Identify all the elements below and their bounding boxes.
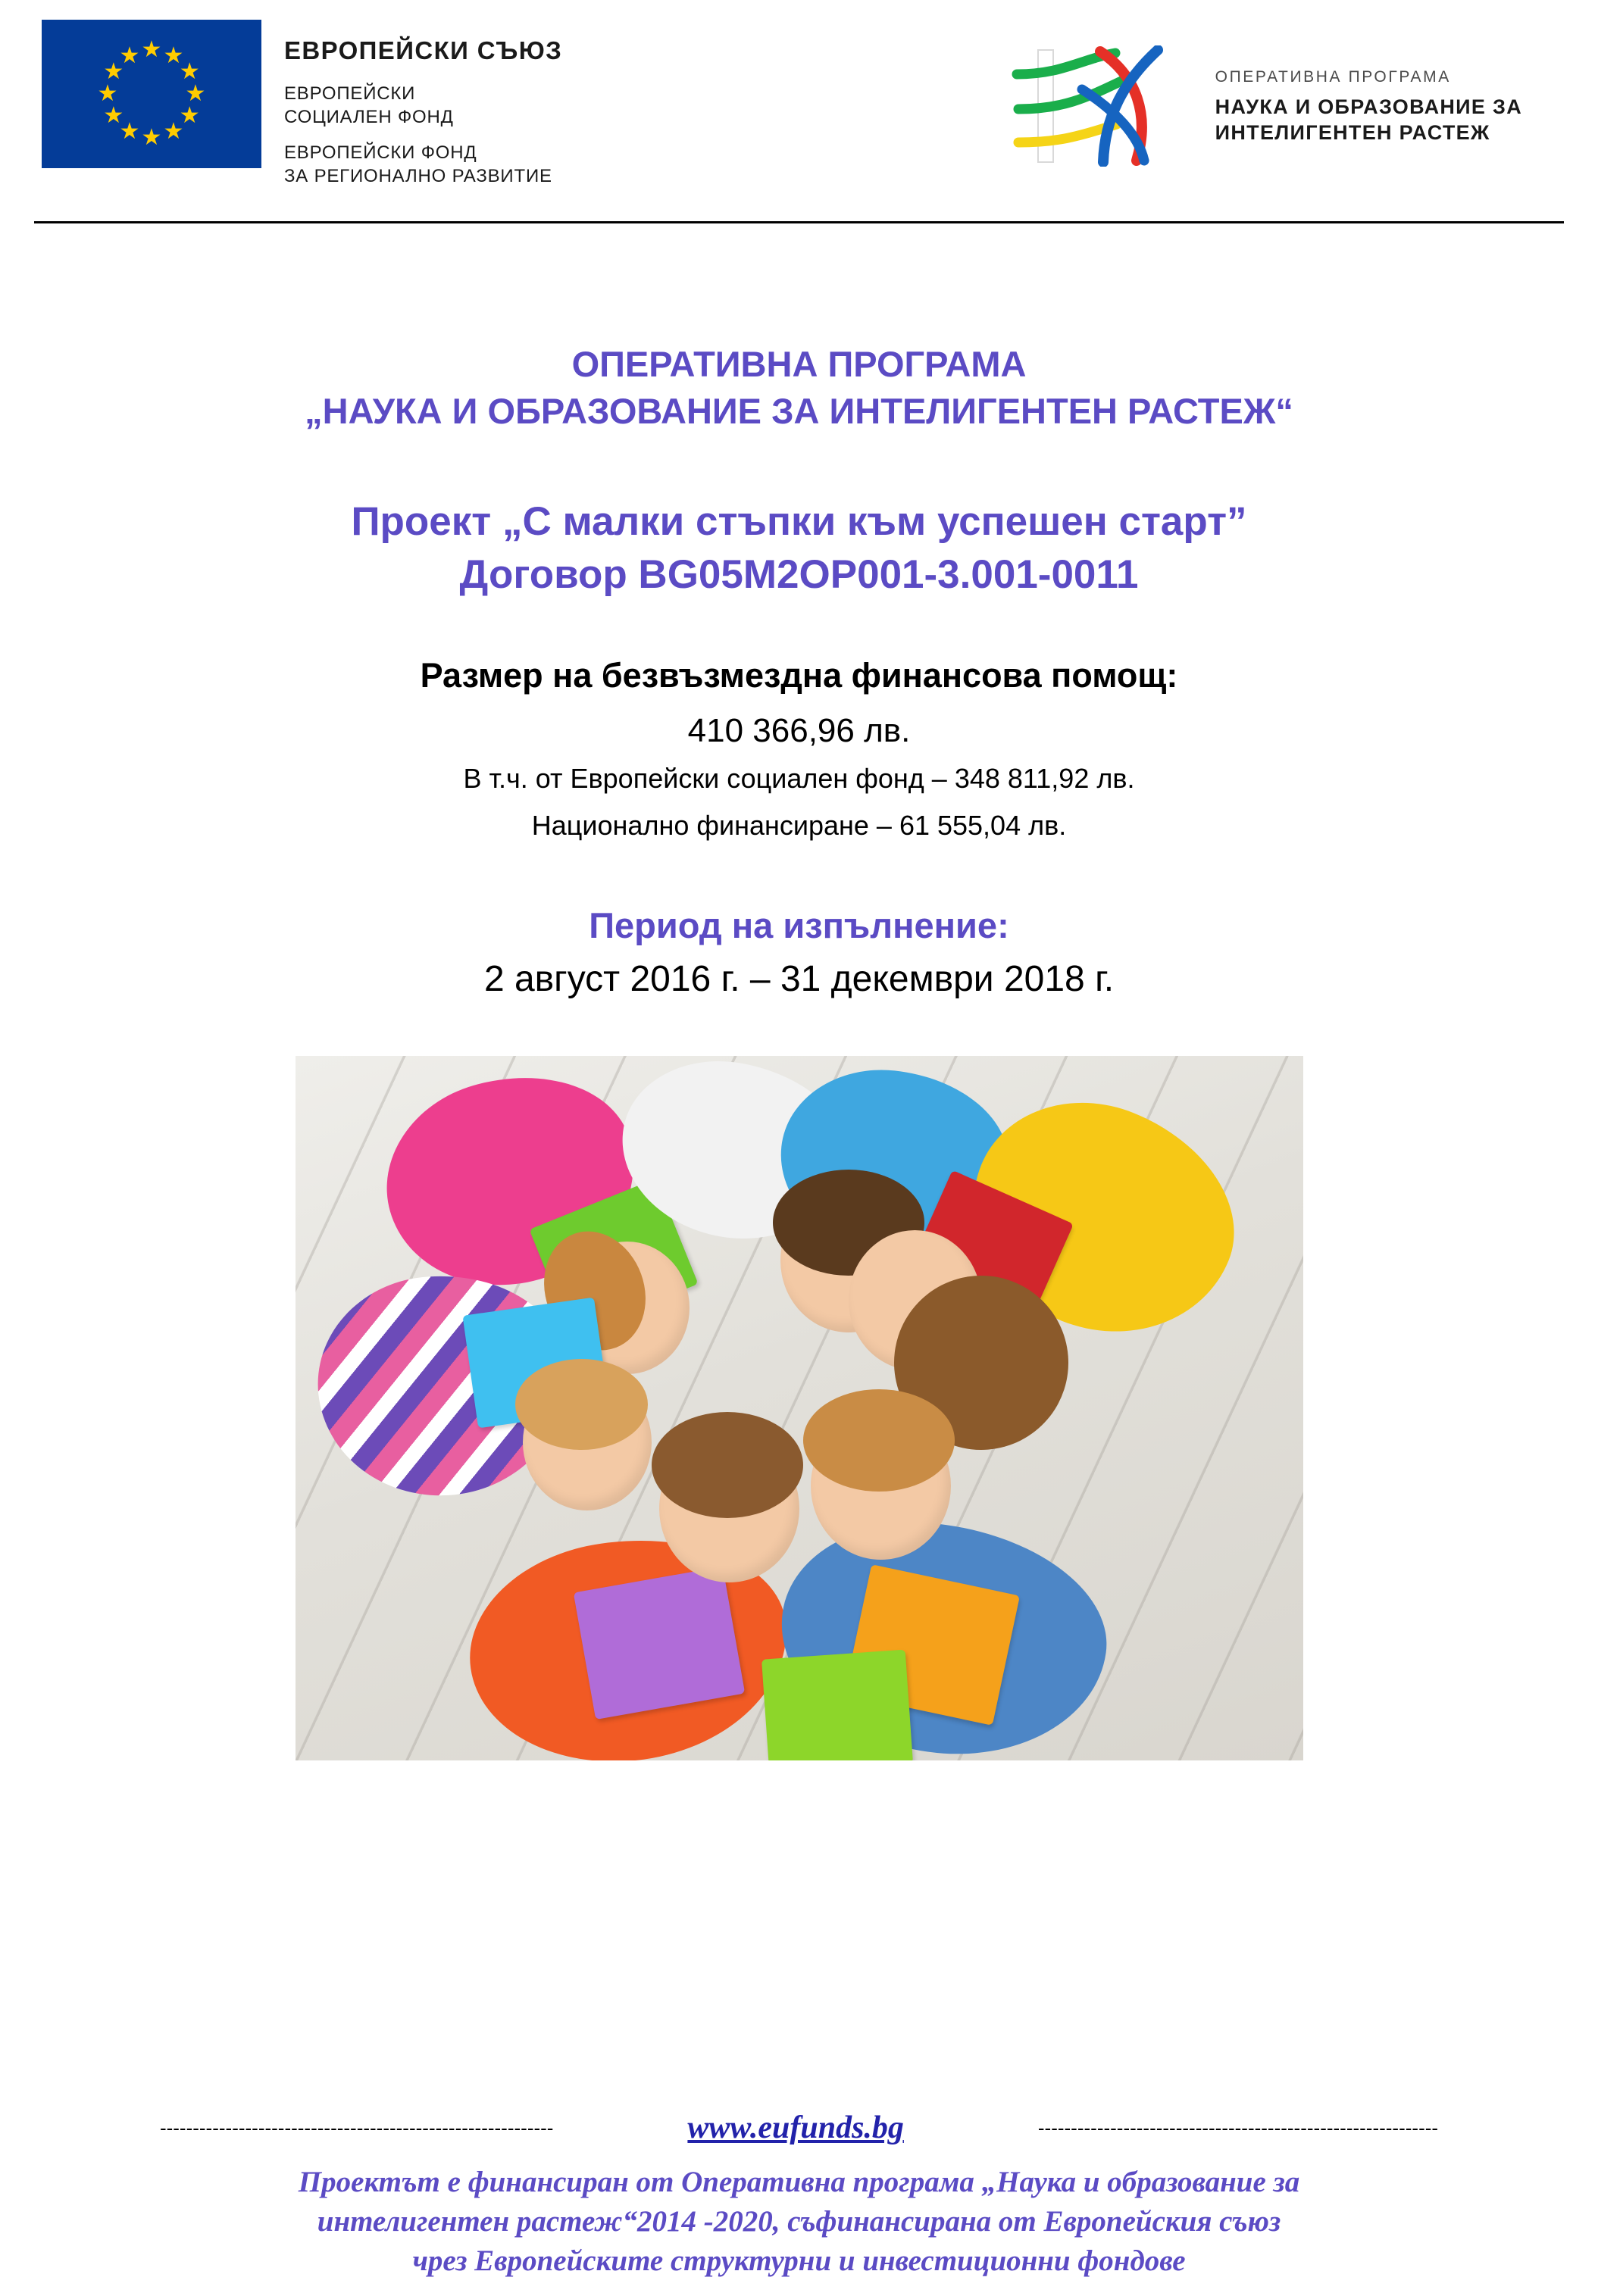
footer-note-line1: Проектът е финансиран от Оперативна програма „Наука и образование за [298, 2166, 1300, 2198]
header-logos-row [42, 20, 1556, 200]
eu-star-icon: ★ [103, 103, 124, 128]
footer-dashes-left: ------------------------------------------------------------ [159, 2116, 554, 2139]
footer-dashes-right: ------------------------------------------------------------- [1037, 2116, 1439, 2139]
eu-star-icon: ★ [179, 59, 200, 84]
eu-flag-icon [42, 20, 261, 168]
grant-national-line: Национално финансиране – 61 555,04 лв. [531, 810, 1067, 841]
document-header [0, 0, 1598, 220]
footer-website-row [0, 2110, 1598, 2146]
document-footer [0, 2110, 1598, 2281]
eu-star-icon: ★ [119, 42, 140, 68]
grant-esf-line: В т.ч. от Европейски социален фонд – 348 811,92 лв. [463, 763, 1135, 794]
eu-star-icon: ★ [179, 103, 200, 128]
eu-star-icon: ★ [97, 81, 118, 106]
child-denim-hair [803, 1389, 955, 1492]
eufunds-link[interactable]: www.eufunds.bg [687, 2110, 904, 2145]
program-title-line1: ОПЕРАТИВНА ПРОГРАМА [571, 344, 1027, 384]
program-title [45, 341, 1553, 435]
grant-label: Размер на безвъзмездна финансова помощ: [420, 656, 1178, 695]
op-ribbon-logo-icon [1009, 45, 1199, 167]
project-title [45, 495, 1553, 601]
eu-star-icon: ★ [163, 119, 184, 145]
period-label: Период на изпълнение: [589, 905, 1009, 945]
eu-star-icon: ★ [185, 81, 206, 106]
footer-note [0, 2163, 1598, 2281]
eu-text-block [284, 20, 562, 200]
book-lime [761, 1650, 912, 1760]
child-striped-hair [515, 1359, 648, 1450]
op-program-label: ОПЕРАТИВНА ПРОГРАМА [1215, 68, 1451, 86]
document-body [0, 341, 1598, 1760]
eu-star-icon: ★ [103, 59, 124, 84]
footer-note-line2: интелигентен растеж“2014 -2020, съфинансирана от Европейския съюз [317, 2205, 1281, 2238]
grant-amount: 410 366,96 лв. [687, 712, 911, 749]
child-orange-hair [652, 1412, 803, 1518]
eu-star-icon: ★ [119, 119, 140, 145]
program-title-line2: „НАУКА И ОБРАЗОВАНИЕ ЗА ИНТЕЛИГЕНТЕН РАСТЕЖ“ [305, 391, 1293, 431]
eu-fund-regional [284, 141, 562, 188]
eu-fund-regional-line2: ЗА РЕГИОНАЛНО РАЗВИТИЕ [284, 166, 552, 186]
period-value: 2 август 2016 г. – 31 декември 2018 г. [483, 959, 1115, 999]
eu-title: ЕВРОПЕЙСКИ СЪЮЗ [284, 36, 563, 64]
eu-fund-social [284, 82, 562, 129]
op-text-block [1215, 45, 1522, 145]
project-contract: Договор BG05M2OP001-3.001-0011 [459, 552, 1139, 597]
eu-star-icon: ★ [141, 125, 162, 150]
eu-fund-regional-line1: ЕВРОПЕЙСКИ ФОНД [284, 142, 477, 163]
op-program-name-line2: ИНТЕЛИГЕНТЕН РАСТЕЖ [1215, 121, 1490, 144]
op-logo-block [1009, 20, 1556, 167]
eu-fund-social-line2: СОЦИАЛЕН ФОНД [284, 107, 454, 127]
op-program-name-line1: НАУКА И ОБРАЗОВАНИЕ ЗА [1215, 95, 1522, 118]
eu-star-icon: ★ [141, 37, 162, 62]
header-divider [34, 221, 1564, 223]
project-name: Проект „С малки стъпки към успешен старт” [351, 499, 1247, 544]
children-photo [296, 1056, 1303, 1760]
eu-fund-social-line1: ЕВРОПЕЙСКИ [284, 83, 416, 104]
eu-star-icon: ★ [163, 42, 184, 68]
footer-note-line3: чрез Европейските структурни и инвестиционни фондове [412, 2244, 1186, 2277]
book-purple [573, 1567, 744, 1720]
eu-emblem-block [42, 20, 562, 200]
